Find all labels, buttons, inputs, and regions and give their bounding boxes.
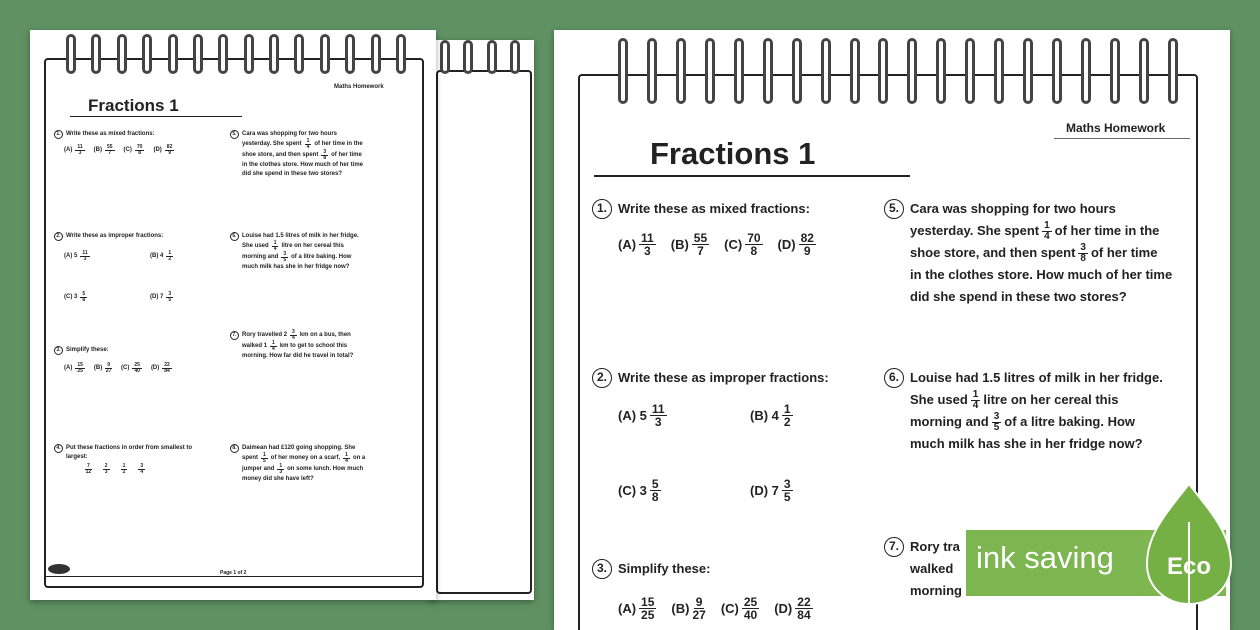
question-2: 2. Write these as improper fractions: (A) 5 11 3 (B) 4 1 2 (C) 3 5 8 (D) 7 3 5: [592, 367, 892, 503]
main-sheet-rings: [618, 38, 1178, 104]
header-label: Maths Homework: [1066, 121, 1166, 135]
publisher-logo-icon: [48, 564, 70, 574]
worksheet-page-1-thumbnail: [30, 30, 436, 600]
question-6: 6. Louise had 1.5 litres of milk in her fridge. She used 1 4 litre on her cereal this morning and 3 5 of a litre baking. How much milk has she in her fridge now?: [884, 367, 1204, 455]
back-sheet-rings: [440, 40, 520, 74]
question-5: 5. Cara was shopping for two hours yesterday. She spent 1 4 of her time in the shoe store, and then spent 3 8 of her time in the clothes store. How much of her time did she spend in these two stores?: [884, 198, 1204, 308]
small-question-1: 1. Write these as mixed fractions: (A) 11 3 (B) 55 7 (C) 70 8 (D) 82 9: [54, 130, 224, 156]
small-question-6: 6. Louise had 1.5 litres of milk in her fridge. She used 1 4 litre on her cereal this morning and 3 5 of a litre baking. How much milk has she in her fridge now?: [230, 232, 420, 272]
small-header-label: Maths Homework: [334, 84, 384, 90]
eco-label: Eco: [1166, 553, 1212, 580]
back-sheet-preview: [430, 40, 534, 600]
small-page-title: Fractions 1: [88, 96, 179, 115]
small-question-5: 5. Cara was shopping for two hours yesterday. She spent 1 4 of her time in the shoe store, and then spent 3 8 of her time in the clothes store. How much of her time did she spend in these two stores?: [230, 130, 420, 179]
page-title: Fractions 1: [650, 136, 816, 171]
question-1: 1. Write these as mixed fractions: (A) 11 3 (B) 55 7 (C) 70 8 (D) 82 9: [592, 198, 882, 257]
small-question-8: 8. Daimean had £120 going shopping. She spent 1 5 of her money on a scarf, 1 4 on a jumper and 1 3 on some lunch. How much money did she have left?: [230, 444, 420, 484]
small-question-3: 3. Simplify these: (A) 15 25 (B) 9 27 (C) 25 40 (D) 22 84: [54, 346, 224, 374]
eco-leaf-icon: [1145, 482, 1233, 610]
small-question-2: 2. Write these as improper fractions: (A) 5 11 3 (B) 4 1 2 (C) 3 5 8 (D) 7 3 5: [54, 232, 224, 303]
small-sheet-rings: [66, 34, 406, 74]
question-7: 7. Rory tra walked morning: [884, 536, 1204, 602]
small-footer-page: Page 1 of 2: [220, 570, 247, 576]
question-3: 3. Simplify these: (A) 15 25 (B) 9 27 (C) 25 40 (D) 22 84: [592, 558, 882, 621]
ink-saving-label: ink saving: [976, 540, 1114, 575]
small-question-7: 7. Rory travelled 2 3 4 km on a bus, then walked 1 1 4 km to get to school this morning. How far did he travel in total?: [230, 330, 420, 361]
small-question-4: 4. Put these fractions in order from smallest to largest: 7 12 2 3 1 2 3 4: [54, 444, 224, 475]
